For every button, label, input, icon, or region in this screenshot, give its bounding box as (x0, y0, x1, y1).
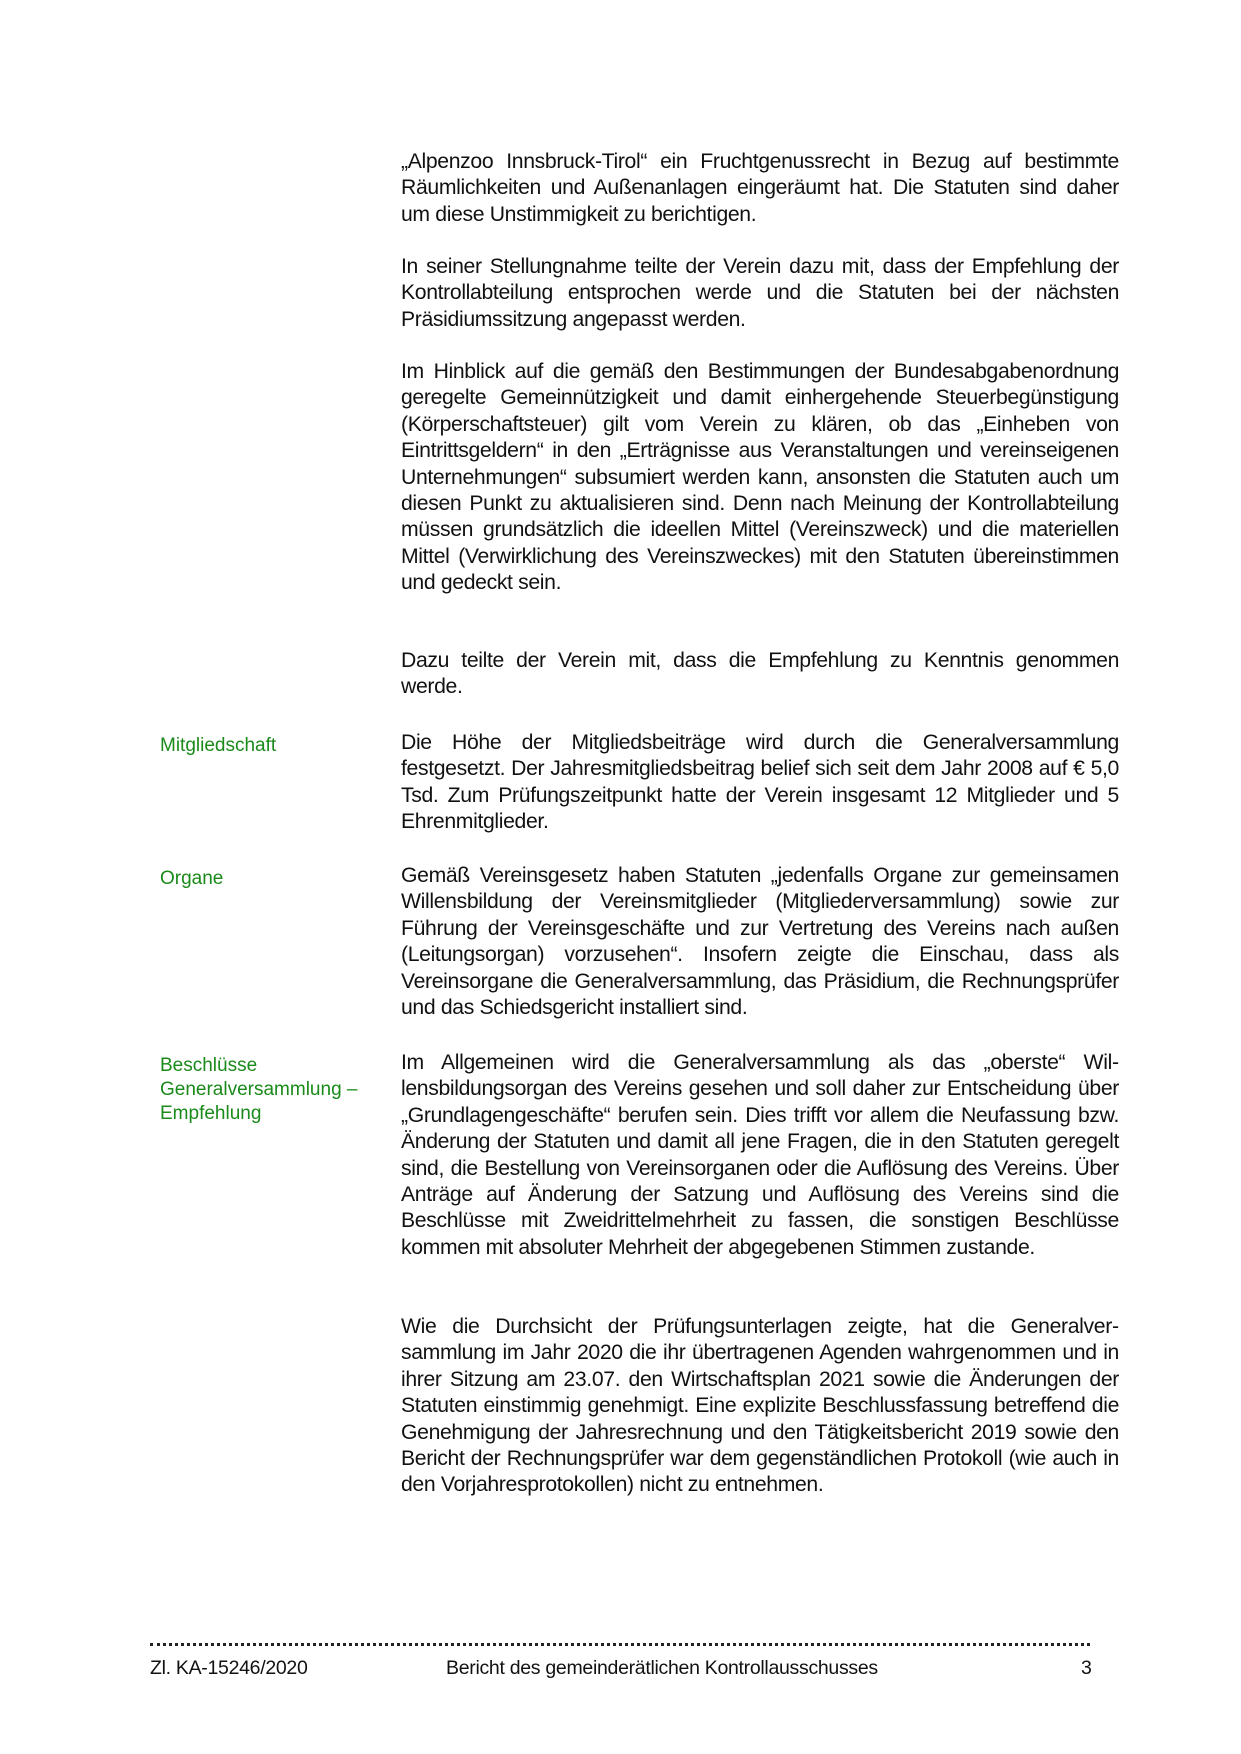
side-label-line: Beschlüsse (160, 1055, 258, 1076)
paragraph-kenntnis: Dazu teilte der Verein mit, dass die Empfehlung zu Kenntnis genommen werde. (401, 649, 1119, 699)
side-label-mitgliedschaft: Mitgliedschaft (160, 735, 277, 756)
side-label-beschluesse (160, 1054, 390, 1126)
side-label-organe: Organe (160, 868, 224, 889)
page-number: 3 (1081, 1657, 1092, 1679)
side-label-line: Generalversammlung – (160, 1079, 358, 1100)
footer-reference: Zl. KA-15246/2020 (150, 1657, 308, 1679)
paragraph-mitgliedsbeitraege: Die Höhe der Mitgliedsbeiträge wird durch die Generalversammlung festgesetzt. Der Jahresmitgliedsbeitrag belief sich seit dem Jahr 2008 auf € 5,0 Tsd. Zum Prüfungszeitpunkt hatte der Verein insgesamt 12 Mitglieder und 5 Ehrenmitglieder. (401, 731, 1119, 834)
paragraph-vereinsorgane: Gemäß Vereinsgesetz haben Statuten „jedenfalls Organe zur gemeinsamen Willensbildung der Vereinsmitglieder (Mitgliederversammlung) sowie zur Führung der Vereinsgeschäfte und zur Vertretung des Vereins nach außen (Leitungsorgan) vorzusehen“. Insofern zeigte die Einschau, dass als Vereinsorgane die Generalversammlung, das Präsidium, die Rechnungsprüfer und das Schiedsgericht installiert sind. (401, 864, 1119, 1020)
paragraph-generalversammlung: Im Allgemeinen wird die Generalversammlung als das „oberste“ Willensbildungsorgan des Vereins gesehen und soll daher zur Entscheidung über „Grundlagengeschäfte“ berufen sein. Dies trifft vor allem die Neufassung bzw. Änderung der Statuten und damit all jene Fragen, die in den Statuten geregelt sind, die Bestellung von Vereinsorganen oder die Auflösung des Vereins. Über Anträge auf Änderung der Satzung und Auflösung des Vereins sind die Beschlüsse mit Zweidrittelmehrheit zu fassen, die sonstigen Beschlüsse kommen mit absoluter Mehrheit der abgegebenen Stimmen zustande. (401, 1051, 1119, 1259)
footer-title: Bericht des gemeinderätlichen Kontrollausschusses (446, 1657, 878, 1679)
footer-divider (150, 1643, 1090, 1646)
paragraph-fruchtgenussrecht: „Alpenzoo Innsbruck-Tirol“ ein Fruchtgenussrecht in Bezug auf bestimmte Räumlichkeiten und Außenanlagen eingeräumt hat. Die Statuten sind daher um diese Unstimmigkeit zu berichtigen. (401, 150, 1119, 226)
paragraph-gemeinnuetzigkeit: Im Hinblick auf die gemäß den Bestimmungen der Bundesabgabenordnung geregelte Gemeinnützigkeit und damit einhergehende Steuerbegünstigung (Körperschaftsteuer) gilt vom Verein zu klären, ob das „Einheben von Eintrittsgeldern“ in den „Erträgnisse aus Veranstaltungen und vereinseigenen Unternehmungen“ subsumiert werden kann, ansonsten die Statuten auch um diesen Punkt zu aktualisieren sind. Denn nach Meinung der Kontrollabteilung müssen grundsätzlich die ideellen Mittel (Vereinszweck) und die materiellen Mittel (Verwirklichung des Vereinszweckes) mit den Statuten übereinstimmen und gedeckt sein. (401, 360, 1119, 595)
side-label-line: Empfehlung (160, 1103, 262, 1124)
paragraph-pruefungsunterlagen: Wie die Durchsicht der Prüfungsunterlagen zeigte, hat die Generalversammlung im Jahr 2020 die ihr übertragenen Agenden wahrgenommen und in ihrer Sitzung am 23.07. den Wirtschaftsplan 2021 sowie die Änderungen der Statuten einstimmig genehmigt. Eine explizite Beschlussfassung betreffend die Genehmigung der Jahresrechnung und den Tätigkeitsbericht 2019 sowie den Bericht der Rechnungsprüfer war dem gegenständlichen Protokoll (wie auch in den Vorjahresprotokollen) nicht zu entnehmen. (401, 1315, 1119, 1497)
paragraph-stellungnahme: In seiner Stellungnahme teilte der Verein dazu mit, dass der Empfehlung der Kontrollabteilung entsprochen werde und die Statuten bei der nächsten Präsidiumssitzung angepasst werden. (401, 255, 1119, 331)
